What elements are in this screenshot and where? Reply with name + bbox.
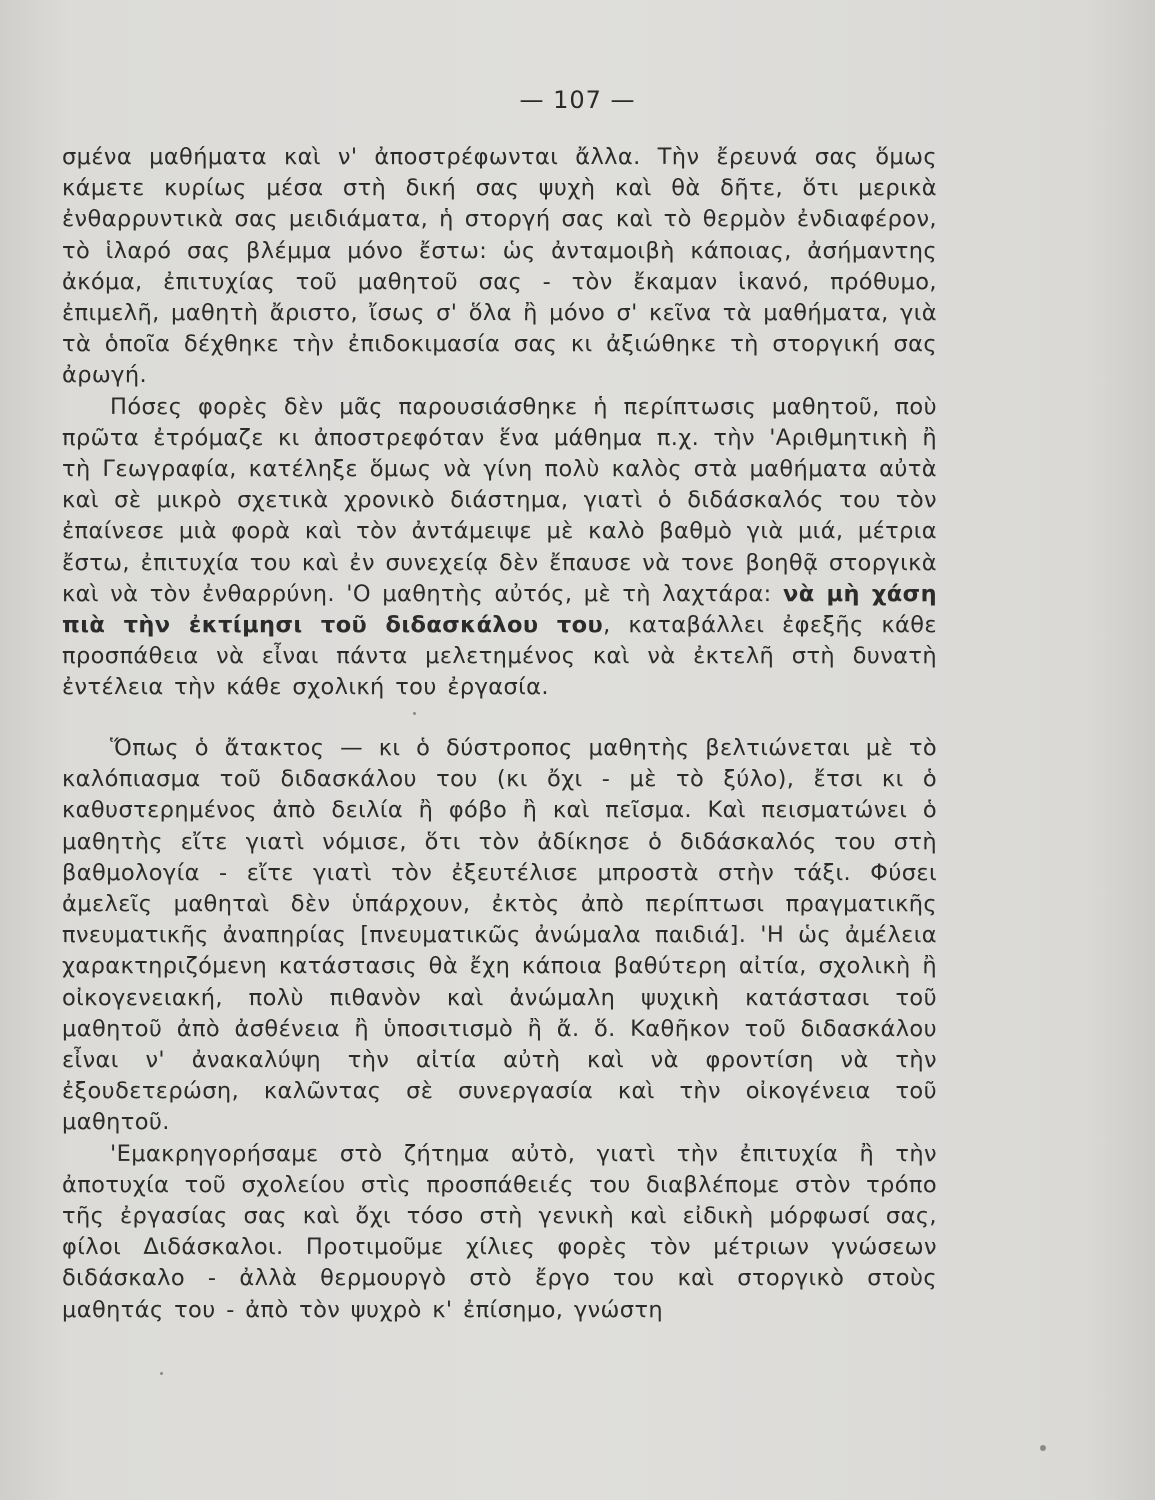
- paragraph-2: [62, 392, 937, 704]
- paragraph-1: σμένα μαθήματα καὶ ν' ἀποστρέφωνται ἄλλα. Τὴν ἔρευνά σας ὅμως κάμετε κυρίως μέσα στὴ δική σας ψυχὴ καὶ θὰ δῆτε, ὅτι μερικὰ ἐνθαρρυντικὰ σας μειδιάματα, ἡ στοργή σας καὶ τὸ θερμὸν ἐνδιαφέρον, τὸ ἱλαρό σας βλέμμα μόνο ἔστω: ὡς ἀνταμοιβὴ κάποιας, ἀσήμαντης ἀκόμα, ἐπιτυχίας τοῦ μαθητοῦ σας - τὸν ἔκαμαν ἱκανό, πρόθυμο, ἐπιμελῆ, μαθητὴ ἄριστο, ἴσως σ' ὅλα ἢ μόνο σ' κεῖνα τὰ μαθήματα, γιὰ τὰ ὁποῖα δέχθηκε τὴν ἐπιδοκιμασία σας κι ἀξιώθηκε τὴ στοργική σας ἀρωγή.: [62, 144, 937, 389]
- text-block-lower: [62, 733, 937, 1326]
- paragraph-2-text-after: , καταβάλλει ἐφεξῆς κάθε προσπάθεια νὰ εἶναι πάντα μελετημένος καὶ νὰ ἐκτελῆ στὴ δυνατὴ ἐντέλεια τὴν κάθε σχολική του ἐργασία.: [62, 612, 937, 701]
- page-number: — 107 —: [519, 86, 636, 114]
- paragraph-4: 'Εμακρηγορήσαμε στὸ ζήτημα αὐτὸ, γιατὶ τὴν ἐπιτυχία ἢ τὴν ἀποτυχία τοῦ σχολείου στὶς προσπάθειές του διαβλέπομε στὸν τρόπο τῆς ἐργασίας σας καὶ ὄχι τόσο στὴ γενικὴ καὶ εἰδικὴ μόρφωσί σας, φίλοι Διδάσκαλοι. Προτιμοῦμε χίλιες φορὲς τὸν μέτριων γνώσεων διδάσκαλο - ἀλλὰ θερμουργὸ στὸ ἔργο του καὶ στοργικὸ στοὺς μαθητάς του - ἀπὸ τὸν ψυχρὸ κ' ἐπίσημο, γνώστη: [62, 1140, 937, 1323]
- paragraph-2-bold-phrase: νὰ μὴ χάση πιὰ τὴν ἐκτίμησι τοῦ διδασκάλου του: [62, 580, 937, 639]
- paper-speck: [160, 1372, 163, 1375]
- paper-speck: [1040, 1445, 1046, 1451]
- paper-speck: [413, 712, 416, 715]
- paragraph-2-text-before: Πόσες φορὲς δὲν μᾶς παρουσιάσθηκε ἡ περίπτωσις μαθητοῦ, ποὺ πρῶτα ἐτρόμαζε κι ἀποστρεφόταν ἕνα μάθημα π.χ. τὴν 'Αριθμητικὴ ἢ τὴ Γεωγραφία, κατέληξε ὅμως νὰ γίνη πολὺ καλὸς στὰ μαθήματα αὐτὰ καὶ σὲ μικρὸ σχετικὰ χρονικὸ διάστημα, γιατὶ ὁ διδάσκαλός του τὸν ἐπαίνεσε μιὰ φορὰ καὶ τὸν ἀντάμειψε μὲ καλὸ βαθμὸ γιὰ μιά, μέτρια ἔστω, ἐπιτυχία του καὶ ἐν συνεχείᾳ δὲν ἔπαυσε νὰ τονε βοηθᾷ στοργικὰ καὶ νὰ τὸν ἐνθαρρύνη. 'Ο μαθητὴς αὐτός, μὲ τὴ λαχτάρα:: [62, 393, 937, 607]
- text-block-upper: [62, 142, 937, 704]
- paragraph-3: Ὅπως ὁ ἄτακτος — κι ὁ δύστροπος μαθητὴς βελτιώνεται μὲ τὸ καλόπιασμα τοῦ διδασκάλου του (κι ὄχι - μὲ τὸ ξύλο), ἔτσι κι ὁ καθυστερημένος ἀπὸ δειλία ἢ φόβο ἢ καὶ πεῖσμα. Καὶ πεισματώνει ὁ μαθητὴς εἴτε γιατὶ νόμισε, ὅτι τὸν ἀδίκησε ὁ διδάσκαλός του στὴ βαθμολογία - εἴτε γιατὶ τὸν ἐξευτέλισε μπροστὰ στὴν τάξι. Φύσει ἀμελεῖς μαθηταὶ δὲν ὑπάρχουν, ἐκτὸς ἀπὸ περίπτωσι πραγματικῆς πνευματικῆς ἀναπηρίας [πνευματικῶς ἀνώμαλα παιδιά]. 'Η ὡς ἀμέλεια χαρακτηριζόμενη κατάστασις θὰ ἔχη κάποια βαθύτερη αἰτία, σχολικὴ ἢ οἰκογενειακή, πολὺ πιθανὸν καὶ ἀνώμαλη ψυχικὴ κατάστασι τοῦ μαθητοῦ ἀπὸ ἀσθένεια ἢ ὑποσιτισμὸ ἢ ἄ. ὅ. Καθῆκον τοῦ διδασκάλου εἶναι ν' ἀνακαλύψη τὴν αἰτία αὐτὴ καὶ νὰ φροντίση νὰ τὴν ἐξουδετερώση, καλῶντας σὲ συνεργασία καὶ τὴν οἰκογένεια τοῦ μαθητοῦ.: [62, 735, 937, 1136]
